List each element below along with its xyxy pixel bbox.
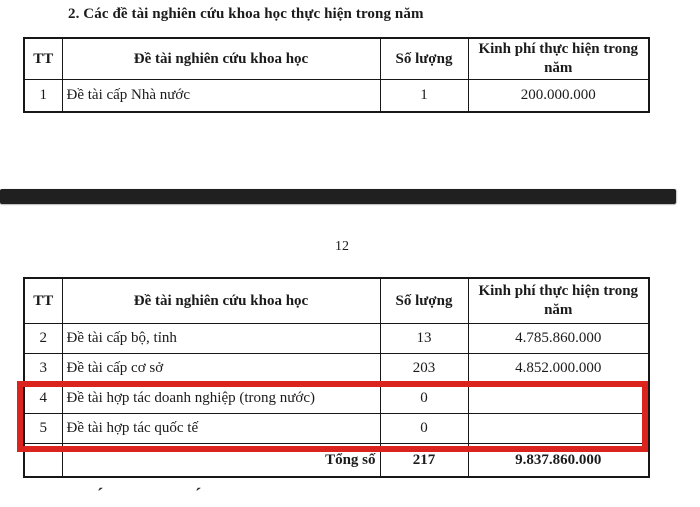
column-header-quantity: Số lượng [380, 278, 468, 324]
budget-cell: 4.852.000.000 [468, 354, 649, 384]
column-header-quantity: Số lượng [380, 38, 468, 80]
table-header-row [24, 38, 649, 80]
row-index-cell: 4 [24, 384, 62, 414]
topic-cell: Đề tài cấp cơ sở [62, 354, 380, 384]
table-row [24, 354, 649, 384]
research-projects-table-page2 [23, 277, 650, 478]
column-header-tt: TT [24, 38, 62, 80]
quantity-cell: 0 [380, 414, 468, 444]
total-empty-cell [24, 444, 62, 478]
column-header-budget: Kinh phí thực hiện trong năm [468, 38, 649, 80]
page-break-separator-bar [0, 189, 676, 204]
row-index-cell: 5 [24, 414, 62, 444]
column-header-tt: TT [24, 278, 62, 324]
topic-cell: Đề tài cấp Nhà nước [62, 80, 380, 113]
quantity-cell: 13 [380, 324, 468, 354]
table-total-row [24, 444, 649, 478]
table-row-highlighted [24, 384, 649, 414]
quantity-cell: 0 [380, 384, 468, 414]
budget-cell [468, 384, 649, 414]
budget-cell [468, 414, 649, 444]
row-index-cell: 3 [24, 354, 62, 384]
cropped-next-line-fragment [0, 485, 460, 506]
section-heading: 2. Các đề tài nghiên cứu khoa học thực hiện trong năm [68, 6, 424, 22]
accent-mark-glyph: ´ [97, 485, 104, 506]
table-header-row [24, 278, 649, 324]
column-header-budget: Kinh phí thực hiện trong năm [468, 278, 649, 324]
quantity-cell: 203 [380, 354, 468, 384]
total-label-cell: Tổng số [62, 444, 380, 478]
page-number: 12 [335, 239, 349, 254]
column-header-topic: Đề tài nghiên cứu khoa học [62, 38, 380, 80]
table-row [24, 324, 649, 354]
table-row [24, 80, 649, 113]
row-index-cell: 1 [24, 80, 62, 113]
accent-mark-glyph: ´ [195, 485, 202, 506]
topic-cell: Đề tài hợp tác quốc tế [62, 414, 380, 444]
row-index-cell: 2 [24, 324, 62, 354]
budget-cell: 4.785.860.000 [468, 324, 649, 354]
quantity-cell: 1 [380, 80, 468, 113]
budget-cell: 200.000.000 [468, 80, 649, 113]
topic-cell: Đề tài hợp tác doanh nghiệp (trong nước) [62, 384, 380, 414]
column-header-topic: Đề tài nghiên cứu khoa học [62, 278, 380, 324]
total-quantity-cell: 217 [380, 444, 468, 478]
table-row-highlighted [24, 414, 649, 444]
research-projects-table-page1 [23, 37, 650, 113]
topic-cell: Đề tài cấp bộ, tỉnh [62, 324, 380, 354]
total-budget-cell: 9.837.860.000 [468, 444, 649, 478]
